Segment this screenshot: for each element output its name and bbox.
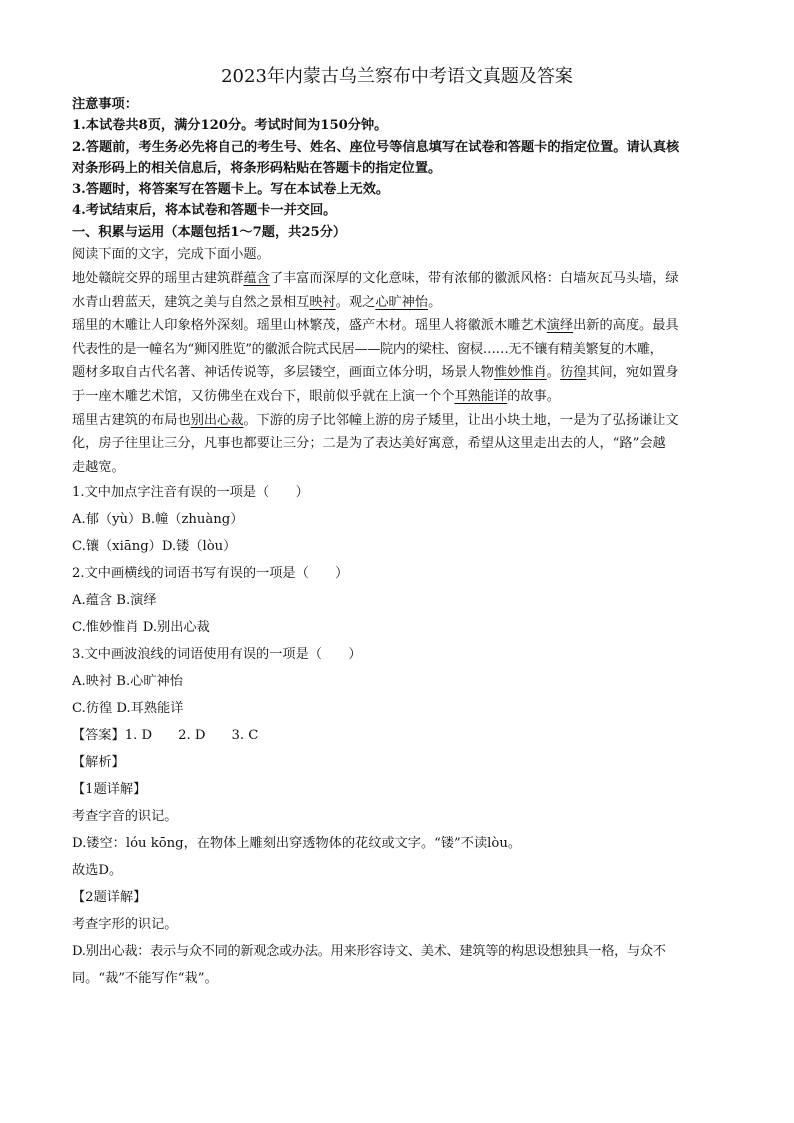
passage-text: 题材多取自古代名著、神话传说等，多层镂空，画面立体分明，场景人物	[72, 365, 494, 381]
question-option: A.映衬 B.心旷神怡	[72, 674, 183, 690]
section-instruction: 阅读下面的文字，完成下面小题。	[72, 247, 270, 263]
passage-text: 瑶里的木雕让人印象格外深刻。瑶里山林繁茂，盛产木材。瑶里人将徽派木雕艺术	[72, 318, 547, 334]
passage-line	[72, 267, 722, 291]
passage-text: 。观之	[335, 294, 376, 310]
analysis-text: D.别出心裁：表示与众不同的新观念或办法。用来形容诗文、美术、建筑等的构思设想独具一格，与众不	[72, 944, 666, 960]
underlined-word: 别出心裁	[190, 412, 244, 428]
page-title: 2023年内蒙古乌兰察布中考语文真题及答案	[221, 66, 573, 87]
underlined-word: 演绎	[546, 318, 574, 334]
passage-text: 其间，宛如置身	[586, 365, 679, 381]
passage-text: 。	[428, 294, 442, 310]
answer-label: 【答案】	[72, 728, 125, 744]
notice-item: 1.本试卷共8页，满分120分。考试时间为150分钟。	[72, 118, 388, 134]
analysis-text: 考查字形的识记。	[72, 917, 178, 933]
question-option: A.郁（yù）B.幢（zhuàng）	[72, 512, 244, 528]
notice-block	[72, 94, 722, 267]
question-stem: 3.文中画波浪线的词语使用有误的一项是（ ）	[72, 647, 362, 663]
passage-text: 。	[546, 365, 560, 381]
underlined-word: 映衬	[309, 294, 336, 310]
analysis-subheading: 【2题详解】	[72, 890, 147, 906]
answer-block	[72, 722, 722, 992]
passage-text: 瑶里古建筑的布局也	[72, 412, 191, 428]
passage-line	[72, 361, 722, 385]
passage-line: 走越宽。	[72, 459, 125, 475]
answer-value: 3. C	[231, 728, 259, 744]
notice-item: 对条形码上的相关信息后，将条形码粘贴在答题卡的指定位置。	[72, 160, 442, 176]
question-stem: 2.文中画横线的词语书写有误的一项是（ ）	[72, 566, 349, 582]
underlined-word: 彷徨	[559, 365, 587, 381]
answer-line	[72, 722, 722, 749]
underlined-word: 惟妙惟肖	[494, 365, 547, 381]
question-stem: 1.文中加点字注音有误的一项是（ ）	[72, 485, 309, 501]
question-option: C.惟妙惟肖 D.别出心裁	[72, 620, 210, 636]
passage-text: 地处赣皖交界的瑶里古建筑群	[72, 271, 244, 287]
passage-text: 水青山碧蓝天，建筑之美与自然之景相互	[72, 294, 310, 310]
question-option: A.蕴含 B.演绎	[72, 593, 157, 609]
passage-line	[72, 409, 722, 433]
passage-line	[72, 314, 722, 338]
analysis-text: D.镂空：lóu kōng，在物体上雕刻出穿透物体的花纹或文字。“镂”不读lòu。	[72, 836, 522, 852]
analysis-label: 【解析】	[72, 755, 125, 771]
passage-text: 出新的高度。最具	[573, 318, 679, 334]
answer-value: 2. D	[178, 728, 206, 744]
section-heading: 一、积累与运用（本题包括1～7题，共25分）	[72, 224, 347, 240]
passage-line: 化，房子往里让三分，凡事也都要让三分；二是为了表达美好寓意，希望从这里走出去的人，“路”会越	[72, 436, 666, 452]
passage-line	[72, 385, 722, 409]
analysis-text: 同。“裁”不能写作“栽”。	[72, 971, 218, 987]
notice-item: 2.答题前，考生务必先将自己的考生号、姓名、座位号等信息填写在试卷和答题卡的指定位置。请认真核	[72, 139, 680, 155]
notice-heading: 注意事项：	[72, 97, 138, 112]
passage-text: 。下游的房子比邻幢上游的房子矮里，让出小块土地，一是为了弘扬谦让文	[243, 412, 679, 428]
underlined-word: 心旷神怡	[375, 294, 429, 310]
analysis-text: 故选D。	[72, 863, 123, 879]
question-option: C.彷徨 D.耳熟能详	[72, 701, 184, 717]
document-page	[72, 62, 722, 992]
answer-value: 1. D	[124, 728, 153, 744]
question-option: C.镶（xiāng）D.镂（lòu）	[72, 539, 237, 555]
notice-item: 3.答题时，将答案写在答题卡上。写在本试卷上无效。	[72, 182, 390, 198]
underlined-word: 耳熟能详	[454, 389, 508, 405]
reading-passage	[72, 267, 722, 479]
underlined-word: 蕴含	[243, 271, 270, 287]
questions-block	[72, 479, 722, 722]
notice-item: 4.考试结束后，将本试卷和答题卡一并交回。	[72, 203, 337, 219]
analysis-text: 考查字音的识记。	[72, 809, 178, 825]
passage-text: 于一座木雕艺术馆，又彷佛坐在戏台下，眼前似乎就在上演一个个	[72, 389, 455, 405]
passage-text: 了丰富而深厚的文化意味，带有浓郁的徽派风格：白墙灰瓦马头墙，绿	[269, 271, 679, 287]
passage-line	[72, 291, 722, 315]
passage-line: 代表性的是一幢名为“狮冈胜览”的徽派合院式民居——院内的梁柱、窗棂……无不镶有精美繁复的木雕，	[72, 341, 663, 357]
passage-text: 的故事。	[507, 389, 560, 405]
analysis-subheading: 【1题详解】	[72, 782, 147, 798]
